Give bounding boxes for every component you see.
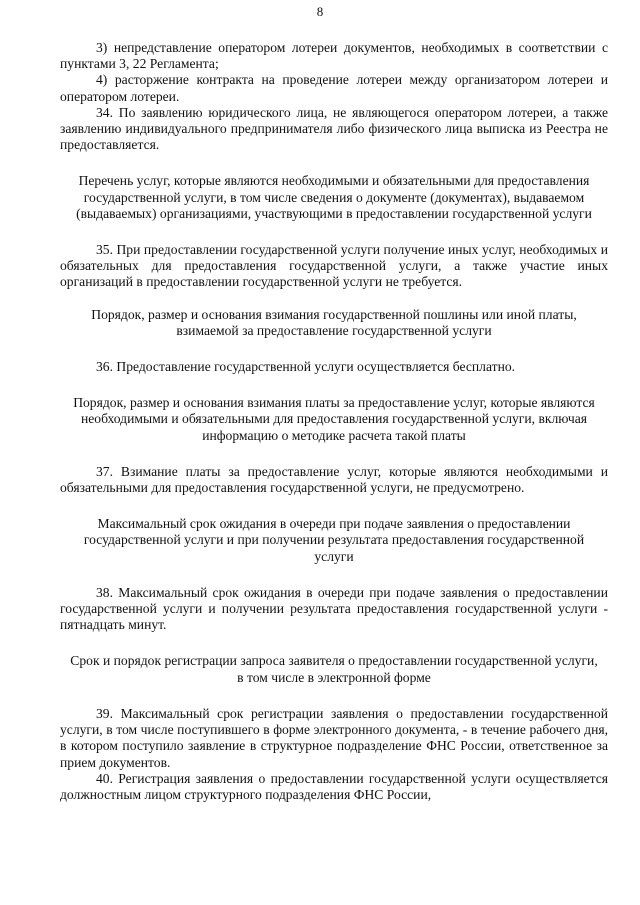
paragraph-39: 39. Максимальный срок регистрации заявления о предоставлении государственной услуги, в том числе поступившего в форме электронного документа, - в течение рабочего дня, в котором поступило заявление в структурное подразделение ФНС России, ответственное за прием документов. xyxy=(60,705,608,770)
paragraph-37: 37. Взимание платы за предоставление услуг, которые являются необходимыми и обязательными для предоставления государственной услуги, не предусмотрено. xyxy=(60,463,608,496)
page-number: 8 xyxy=(316,4,324,19)
paragraph-item-3: 3) непредставление оператором лотереи документов, необходимых в соответствии с пунктами 3, 22 Регламента; xyxy=(60,40,608,72)
paragraph-40: 40. Регистрация заявления о предоставлении государственной услуги осуществляется должностным лицом структурного подразделения ФНС России, xyxy=(60,770,608,802)
section-heading-fee-for-services: Порядок, размер и основания взимания платы за предоставление услуг, которые являются необходимыми и обязательными для предоставления государственной услуги, включая информацию о методике расчета такой платы xyxy=(73,395,595,443)
paragraph-35: 35. При предоставлении государственной услуги получение иных услуг, необходимых и обязательных для предоставления государственной услуги, а также участие иных организаций в предоставлении государственной услуги не требуется. xyxy=(60,242,608,290)
section-heading-max-waiting-time: Максимальный срок ожидания в очереди при подаче заявления о предоставлении государственной услуги и при получении результата предоставления государственной услуги xyxy=(83,516,585,564)
section-heading-registration: Срок и порядок регистрации запроса заявителя о предоставлении государственной услуги, в том числе в электронной форме xyxy=(70,653,598,685)
page-body xyxy=(60,40,608,803)
paragraph-36: 36. Предоставление государственной услуги осуществляется бесплатно. xyxy=(96,359,516,375)
paragraph-34: 34. По заявлению юридического лица, не являющегося оператором лотереи, а также заявлению индивидуального предпринимателя либо физического лица выписка из Реестра не предоставляется. xyxy=(60,104,608,153)
section-heading-services-list: Перечень услуг, которые являются необходимыми и обязательными для предоставления государственной услуги, в том числе сведения о документе (документах), выдаваемом (выдаваемых) организациями, участвующими в предоставлении государственной услуги xyxy=(76,173,592,221)
section-heading-state-fee: Порядок, размер и основания взимания государственной пошлины или иной платы, взимаемой за предоставление государственной услуги xyxy=(91,306,577,338)
paragraph-item-4: 4) расторжение контракта на проведение лотереи между организатором лотереи и оператором лотереи. xyxy=(60,72,608,104)
paragraph-38: 38. Максимальный срок ожидания в очереди при подаче заявления о предоставлении государственной услуги и получении результата предоставления государственной услуги - пятнадцать минут. xyxy=(60,584,608,633)
